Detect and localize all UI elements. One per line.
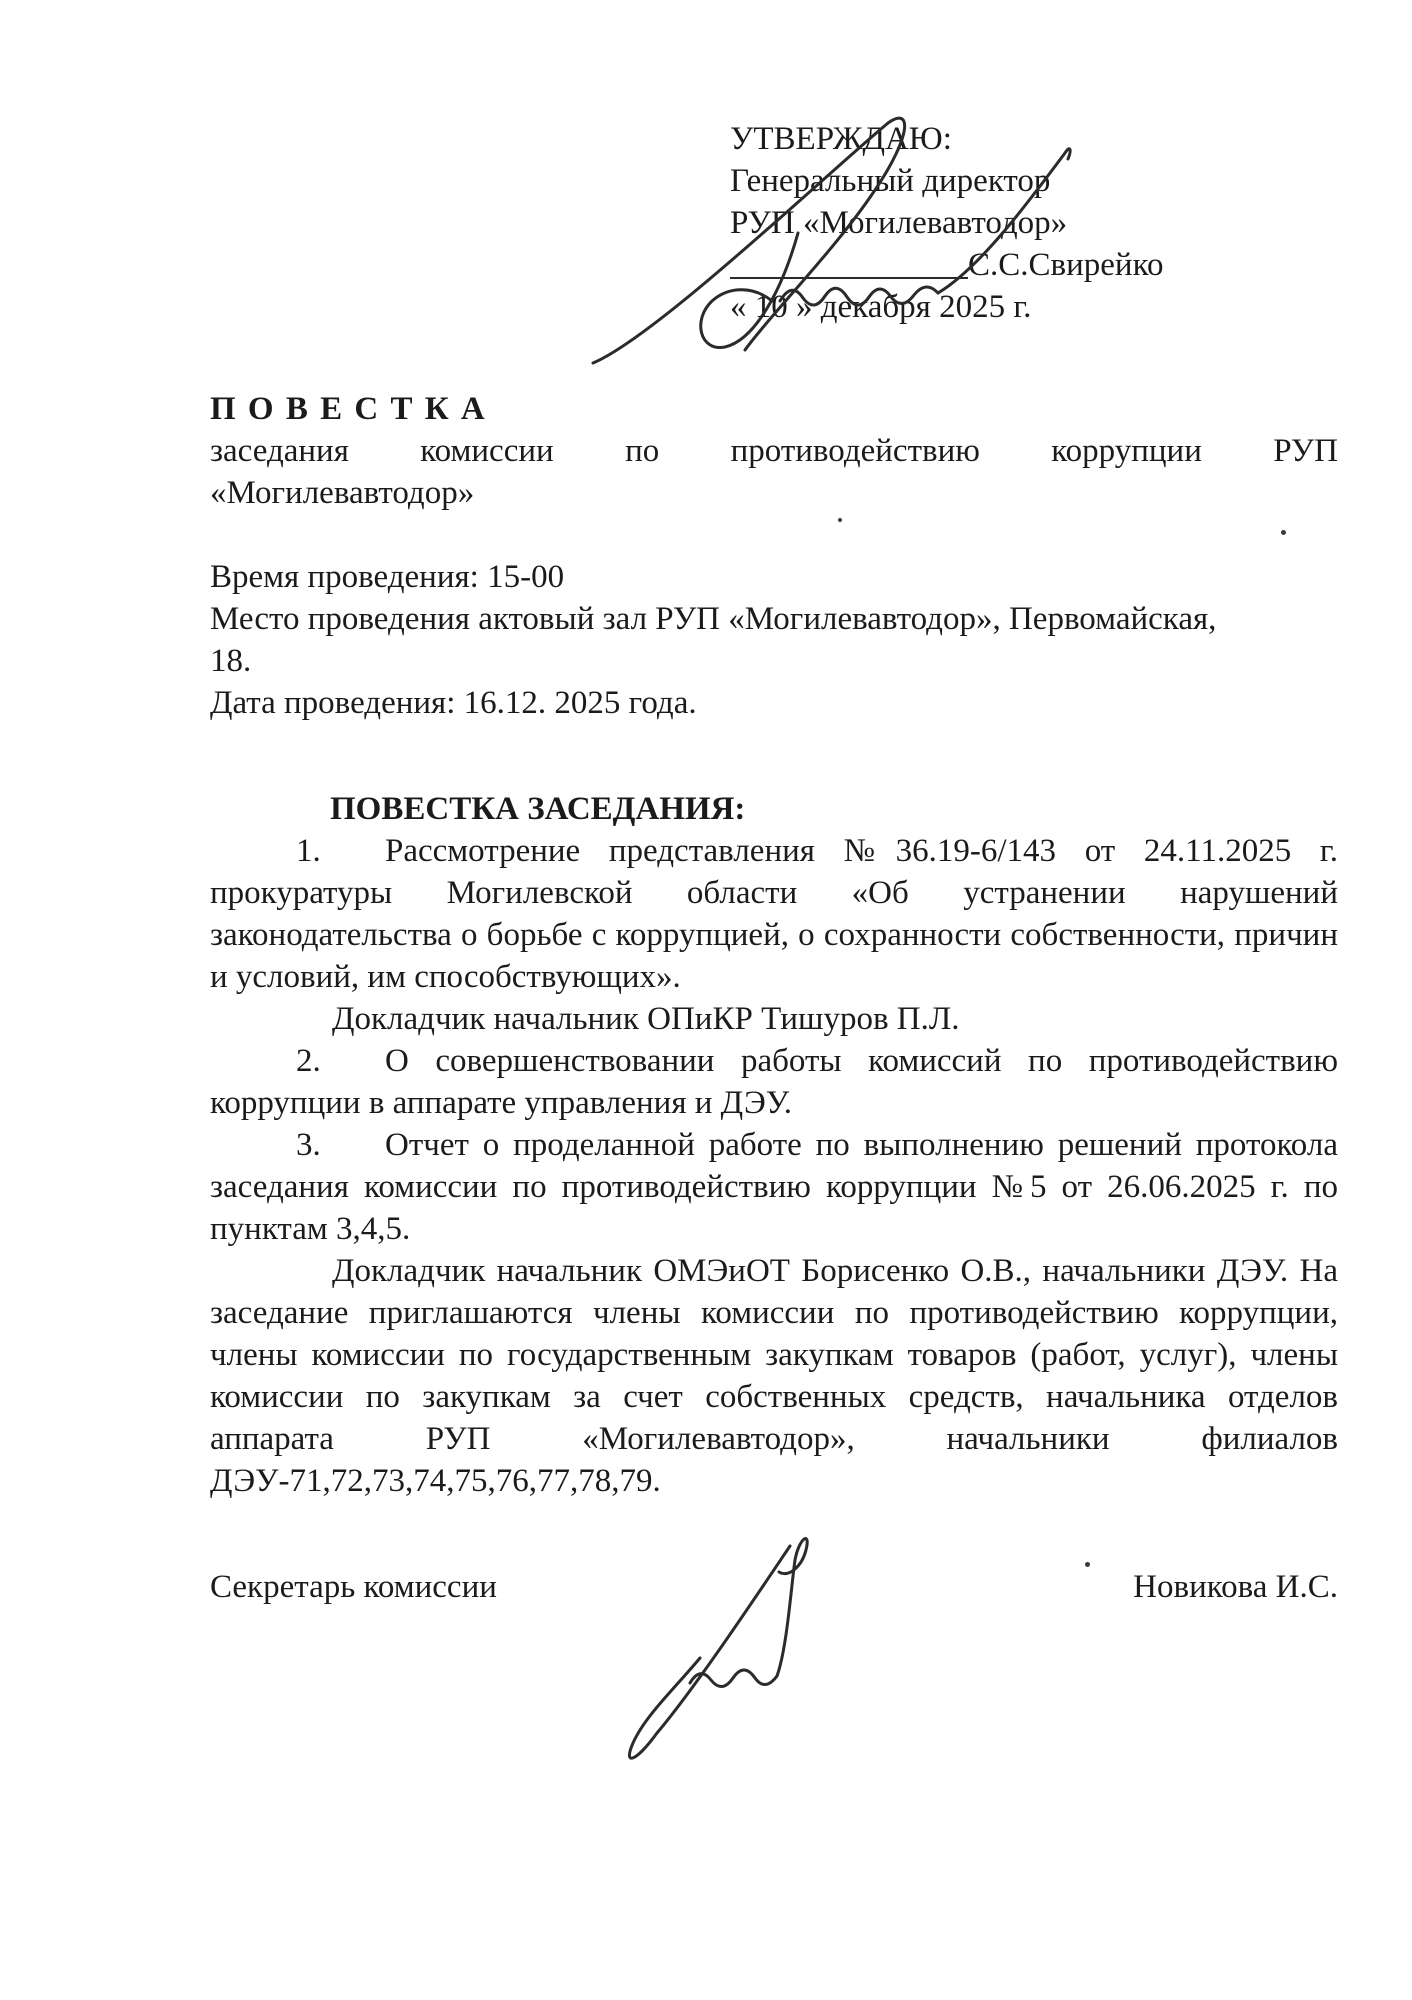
approval-stamp-label: УТВЕРЖДАЮ: — [730, 121, 952, 157]
agenda-heading: ПОВЕСТКА ЗАСЕДАНИЯ: — [330, 791, 746, 827]
secretary-signature — [605, 1528, 835, 1768]
agenda-speaker-2-and-invitees: Докладчик начальник ОМЭиОТ Борисенко О.В., начальники ДЭУ. На заседание приглашаются члены комиссии по противодействию коррупции, члены комиссии по государственным закупкам товаров (работ, услуг), члены комиссии по закупкам за счет собственных средств, начальника отделов аппарата РУП «Могилевавтодор», начальники филиалов ДЭУ-71,72,73,74,75,76,77,78,79. — [210, 1253, 1338, 1499]
meeting-date: Дата проведения: 16.12. 2025 года. — [210, 685, 697, 721]
scan-speck — [838, 518, 842, 522]
approval-position: Генеральный директор — [730, 163, 1051, 199]
secretary-role-label: Секретарь комиссии — [210, 1569, 497, 1605]
approval-signatory-name: С.С.Свирейко — [968, 247, 1164, 283]
agenda-item-1-text: Рассмотрение представления №36.19-6/143 от 24.11.2025 г. прокуратуры Могилевской области «Об устранении нарушений законодательства о борьбе с коррупцией, о сохранности собственности, причин и условий, им способствующих». — [210, 833, 1338, 995]
agenda-item-3-number: 3. — [296, 1127, 321, 1163]
document-title: П О В Е С Т К А — [210, 391, 487, 427]
meeting-details — [210, 556, 1338, 724]
meeting-time: Время проведения: 15-00 — [210, 559, 565, 595]
agenda-item-1 — [210, 830, 1338, 998]
approval-organization: РУП «Могилевавтодор» — [730, 205, 1068, 241]
agenda-speaker-1: Докладчик начальник ОПиКР Тишуров П.Л. — [332, 1001, 960, 1037]
meeting-place-line1: Место проведения актовый зал РУП «Могилевавтодор», Первомайская, — [210, 601, 1217, 637]
document-subtitle-org: «Могилевавтодор» — [210, 475, 475, 511]
scan-speck — [1085, 1562, 1090, 1567]
agenda-item-3-text: Отчет о проделанной работе по выполнению решений протокола заседания комиссии по противодействию коррупции №5 от 26.06.2025 г. по пунктам 3,4,5. — [210, 1127, 1338, 1247]
agenda-item-1-number: 1. — [296, 833, 321, 869]
scan-speck — [1281, 530, 1286, 535]
agenda-item-2-text: О совершенствовании работы комиссий по противодействию коррупции в аппарате управления и ДЭУ. — [210, 1043, 1338, 1121]
director-signature — [540, 105, 1120, 385]
agenda-item-3 — [210, 1124, 1338, 1250]
document-subtitle-line: заседания комиссии по противодействию коррупции РУП — [210, 433, 1338, 469]
agenda-item-2 — [210, 1040, 1338, 1124]
title-block — [210, 388, 1338, 514]
approval-date: « 10 » декабря 2025 г. — [730, 289, 1032, 325]
secretary-name: Новикова И.С. — [1133, 1569, 1338, 1605]
agenda-section — [210, 788, 1338, 1502]
agenda-item-2-number: 2. — [296, 1043, 321, 1079]
meeting-place-line2: 18. — [210, 643, 252, 679]
